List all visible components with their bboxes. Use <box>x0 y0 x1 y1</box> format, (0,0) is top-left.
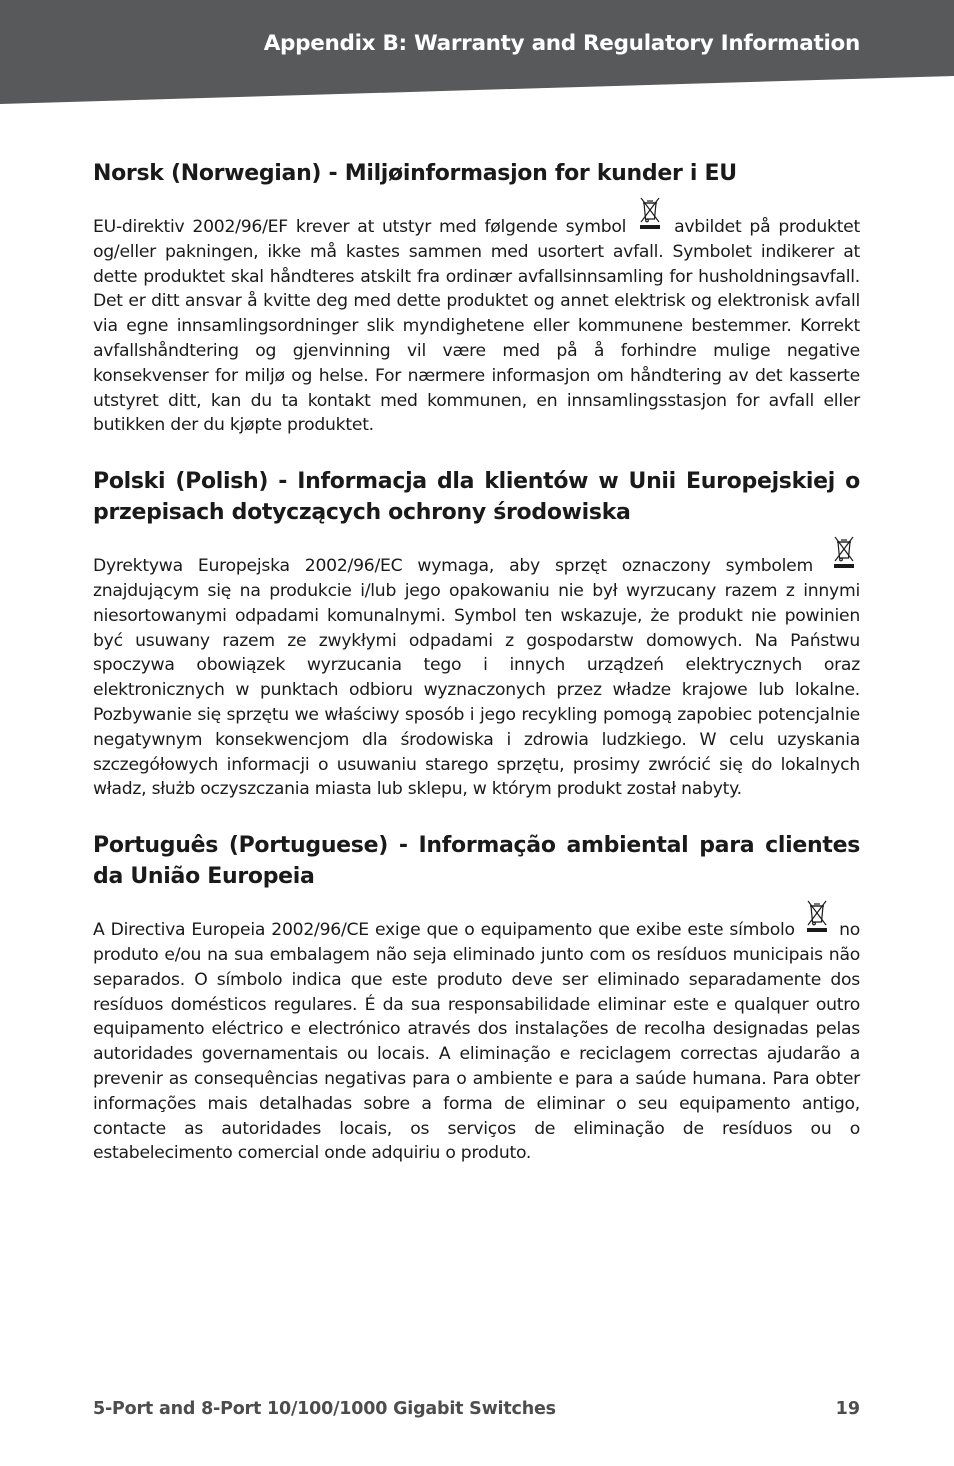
section-heading: Português (Portuguese) - Informação ambiental para clientes da União Europeia <box>93 833 860 890</box>
body-text: no produto e/ou na sua embalagem não seja eliminado junto com os resíduos municipais não separados. O símbolo indica que este produto deve ser eliminado separadamente dos resíduos domésticos regulares. É da sua responsabilidade eliminar este e qualquer outro equipamento eléctrico e electrónico através dos instalações de recolha designadas pelas autoridades governamentais ou locais. A eliminação e reciclagem correctas ajudarão a prevenir as consequências negativas para o ambiente e para a saúde humana. Para obter informações mais detalhadas sobre a forma de eliminar o seu equipamento antigo, contacte as autoridades locais, os serviços de eliminação de resíduos ou o estabelecimento comercial onde adquiriu o produto. <box>93 920 860 1164</box>
page-header-title: Appendix B: Warranty and Regulatory Information <box>263 31 860 56</box>
body-text: znajdującym się na produkcie i/lub jego opakowaniu nie był wyrzucany razem z innymi niesortowanymi odpadami komunalnymi. Symbol ten wskazuje, że produkt nie powinien być usuwany razem ze zwykłymi odpadami z gospodarstw domowych. Na Państwu spoczywa obowiązek wyrzucania tego i innych urządzeń elektrycznych oraz elektronicznych w punktach odbioru wyznaczonych przez władze krajowe lub lokalne. Pozbywanie się sprzętu we właściwy sposób i jego recykling pomogą zapobiec potencjalnie negatywnym konsekwencjom dla środowiska i zdrowia ludzkiego. W celu uzyskania szczegółowych informacji o usuwaniu starego sprzętu, prosimy zwrócić się do lokalnych władz, służb oczyszczania miasta lub sklepu, w którym produkt został nabyty. <box>93 580 860 800</box>
section-norwegian <box>93 158 860 438</box>
crossed-out-wheelie-bin-icon <box>805 898 829 933</box>
body-text: Dyrektywa Europejska 2002/96/EC wymaga, aby sprzęt oznaczony symbolem <box>93 556 813 577</box>
section-polish <box>93 466 860 802</box>
main-content <box>93 158 860 1194</box>
section-heading: Polski (Polish) - Informacja dla klientów w Unii Europejskiej o przepisach dotyczących ochrony środowiska <box>93 469 860 526</box>
body-text: avbildet på produktet og/eller pakningen, ikke må kastes sammen med usortert avfall. Symbolet indikerer at dette produktet skal håndteres atskilt fra ordinær avfallsinnsamling for husholdningsavfall. Det er ditt ansvar å kvitte deg med dette produktet og annet elektrisk og elektronisk avfall via egne innsamlingsordninger slik myndighetene eller kommunene bestemmer. Korrekt avfallshåndtering og gjenvinning vil være med på å forhindre mulige negative konsekvenser for miljø og helse. For nærmere informasjon om håndtering av det kasserte utstyret ditt, kan du ta kontakt med kommunen, en innsamlingsstasjon for avfall eller butikken der du kjøpte produktet. <box>93 217 860 436</box>
body-text: A Directiva Europeia 2002/96/CE exige que o equipamento que exibe este símbolo <box>93 920 795 941</box>
section-body <box>93 542 860 802</box>
footer-page-number: 19 <box>835 1399 860 1419</box>
crossed-out-wheelie-bin-icon <box>832 534 856 569</box>
section-heading: Norsk (Norwegian) - Miljøinformasjon for kunder i EU <box>93 161 737 186</box>
section-body <box>93 906 860 1166</box>
section-portuguese <box>93 830 860 1166</box>
crossed-out-wheelie-bin-icon <box>638 195 662 230</box>
section-body <box>93 203 860 438</box>
footer-product-name: 5-Port and 8-Port 10/100/1000 Gigabit Switches <box>93 1399 556 1419</box>
body-text: EU-direktiv 2002/96/EF krever at utstyr med følgende symbol <box>93 217 627 237</box>
